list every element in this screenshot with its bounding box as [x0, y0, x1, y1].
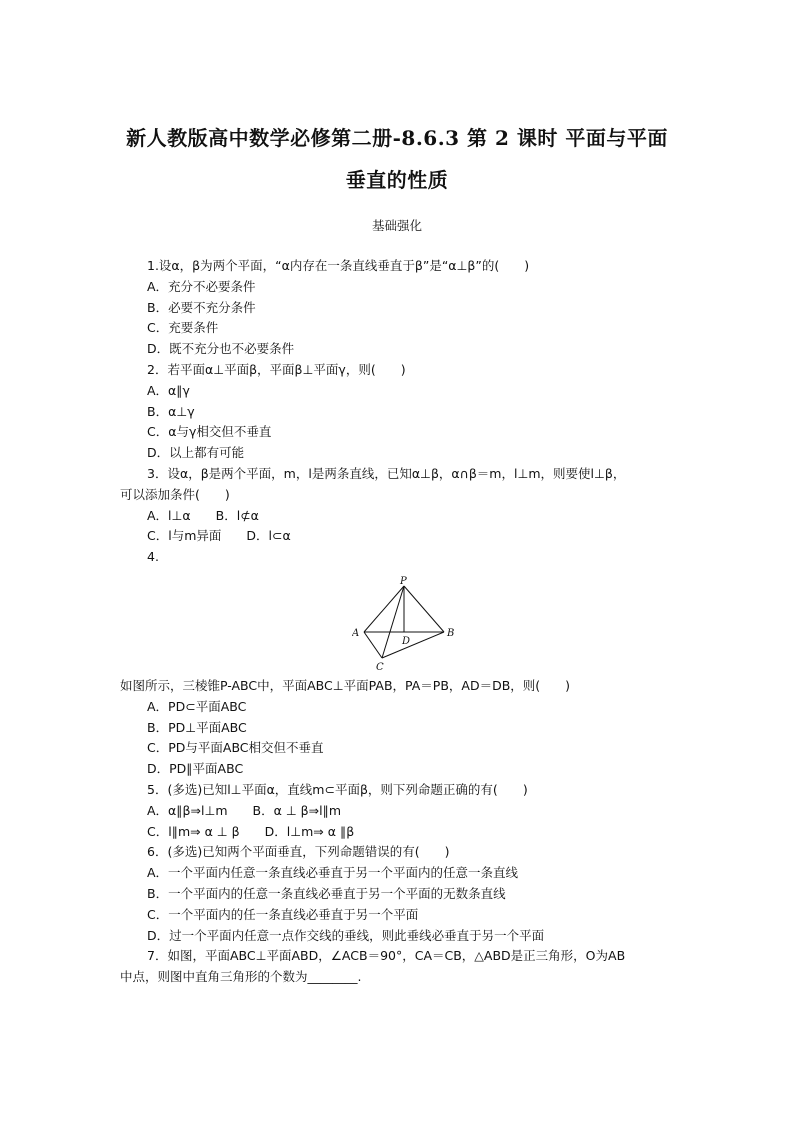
document-title-line2: 垂直的性质 [345, 168, 449, 192]
pyramid-figure [120, 576, 676, 676]
edge-ac [364, 632, 382, 658]
question-4-stem: 如图所示，三棱锥P-ABC中，平面ABC⊥平面PAB，PA＝PB，AD＝DB，则( ) [120, 677, 571, 693]
document-title: 新人教版高中数学必修第二册-8.6.3 第 2 课时 平面与平面 [126, 126, 668, 150]
question-4-option-a: A．PD⊂平面ABC [147, 698, 247, 714]
question-2-option-c: C．α与γ相交但不垂直 [147, 424, 272, 440]
question-6-stem: 6．(多选)已知两个平面垂直，下列命题错误的有( ) [147, 844, 450, 860]
question-5-options-ab: A．α∥β⇒l⊥m B．α ⊥ β⇒l∥m [147, 802, 342, 818]
question-3-stem: 3．设α，β是两个平面，m，l是两条直线，已知α⊥β，α∩β＝m，l⊥m，则要使l⊥β， [147, 465, 626, 481]
question-list [120, 256, 676, 988]
edge-bc [382, 632, 444, 658]
question-1-option-d: D．既不充分也不必要条件 [147, 341, 295, 357]
label-d: D [402, 635, 411, 647]
section-heading: 基础强化 [371, 218, 422, 233]
question-1-option-b: B．必要不充分条件 [147, 299, 256, 315]
label-p: P [400, 575, 407, 587]
question-6-option-a: A．一个平面内任意一条直线必垂直于另一个平面内的任意一条直线 [147, 865, 519, 881]
question-1-option-c: C．充要条件 [147, 320, 219, 336]
question-2-stem: 2．若平面α⊥平面β，平面β⊥平面γ，则( ) [147, 361, 406, 377]
question-3-options-ab: A．l⊥α B．l⊄α [147, 507, 259, 523]
edge-pc [382, 586, 404, 658]
question-2-option-d: D．以上都有可能 [147, 445, 245, 461]
question-6-option-d: D．过一个平面内任意一点作交线的垂线，则此垂线必垂直于另一个平面 [147, 927, 545, 943]
edge-pa [364, 586, 404, 632]
question-7-stem: 7．如图，平面ABC⊥平面ABD，∠ACB＝90°，CA＝CB，△ABD是正三角形，O为AB [147, 948, 626, 964]
question-4-number: 4. [147, 549, 159, 565]
question-1-stem: 1.设α，β为两个平面，“α内存在一条直线垂直于β”是“α⊥β”的( ) [147, 258, 530, 273]
question-4-option-d: D．PD∥平面ABC [147, 761, 244, 777]
question-3-stem-continued: 可以添加条件( ) [120, 486, 230, 502]
question-6-option-c: C．一个平面内的任一条直线必垂直于另一个平面 [147, 906, 419, 922]
question-1-option-a: A．充分不必要条件 [147, 278, 256, 294]
question-6-option-b: B．一个平面内的任意一条直线必垂直于另一个平面的无数条直线 [147, 885, 506, 901]
pyramid-diagram [352, 576, 462, 676]
question-4-option-b: B．PD⊥平面ABC [147, 719, 247, 735]
question-7-stem-continued: 中点，则图中直角三角形的个数为________. [120, 969, 362, 985]
label-a: A [352, 627, 360, 639]
question-2-option-a: A．α∥γ [147, 382, 190, 398]
question-5-options-cd: C．l∥m⇒ α ⊥ β D．l⊥m⇒ α ∥β [147, 823, 355, 839]
question-3-options-cd: C．l与m异面 D．l⊂α [147, 528, 291, 544]
question-5-stem: 5．(多选)已知l⊥平面α，直线m⊂平面β，则下列命题正确的有( ) [147, 781, 528, 797]
label-c: C [376, 661, 384, 673]
label-b: B [447, 627, 455, 639]
edge-pb [404, 586, 444, 632]
question-2-option-b: B．α⊥γ [147, 403, 195, 419]
question-4-option-c: C．PD与平面ABC相交但不垂直 [147, 740, 324, 756]
